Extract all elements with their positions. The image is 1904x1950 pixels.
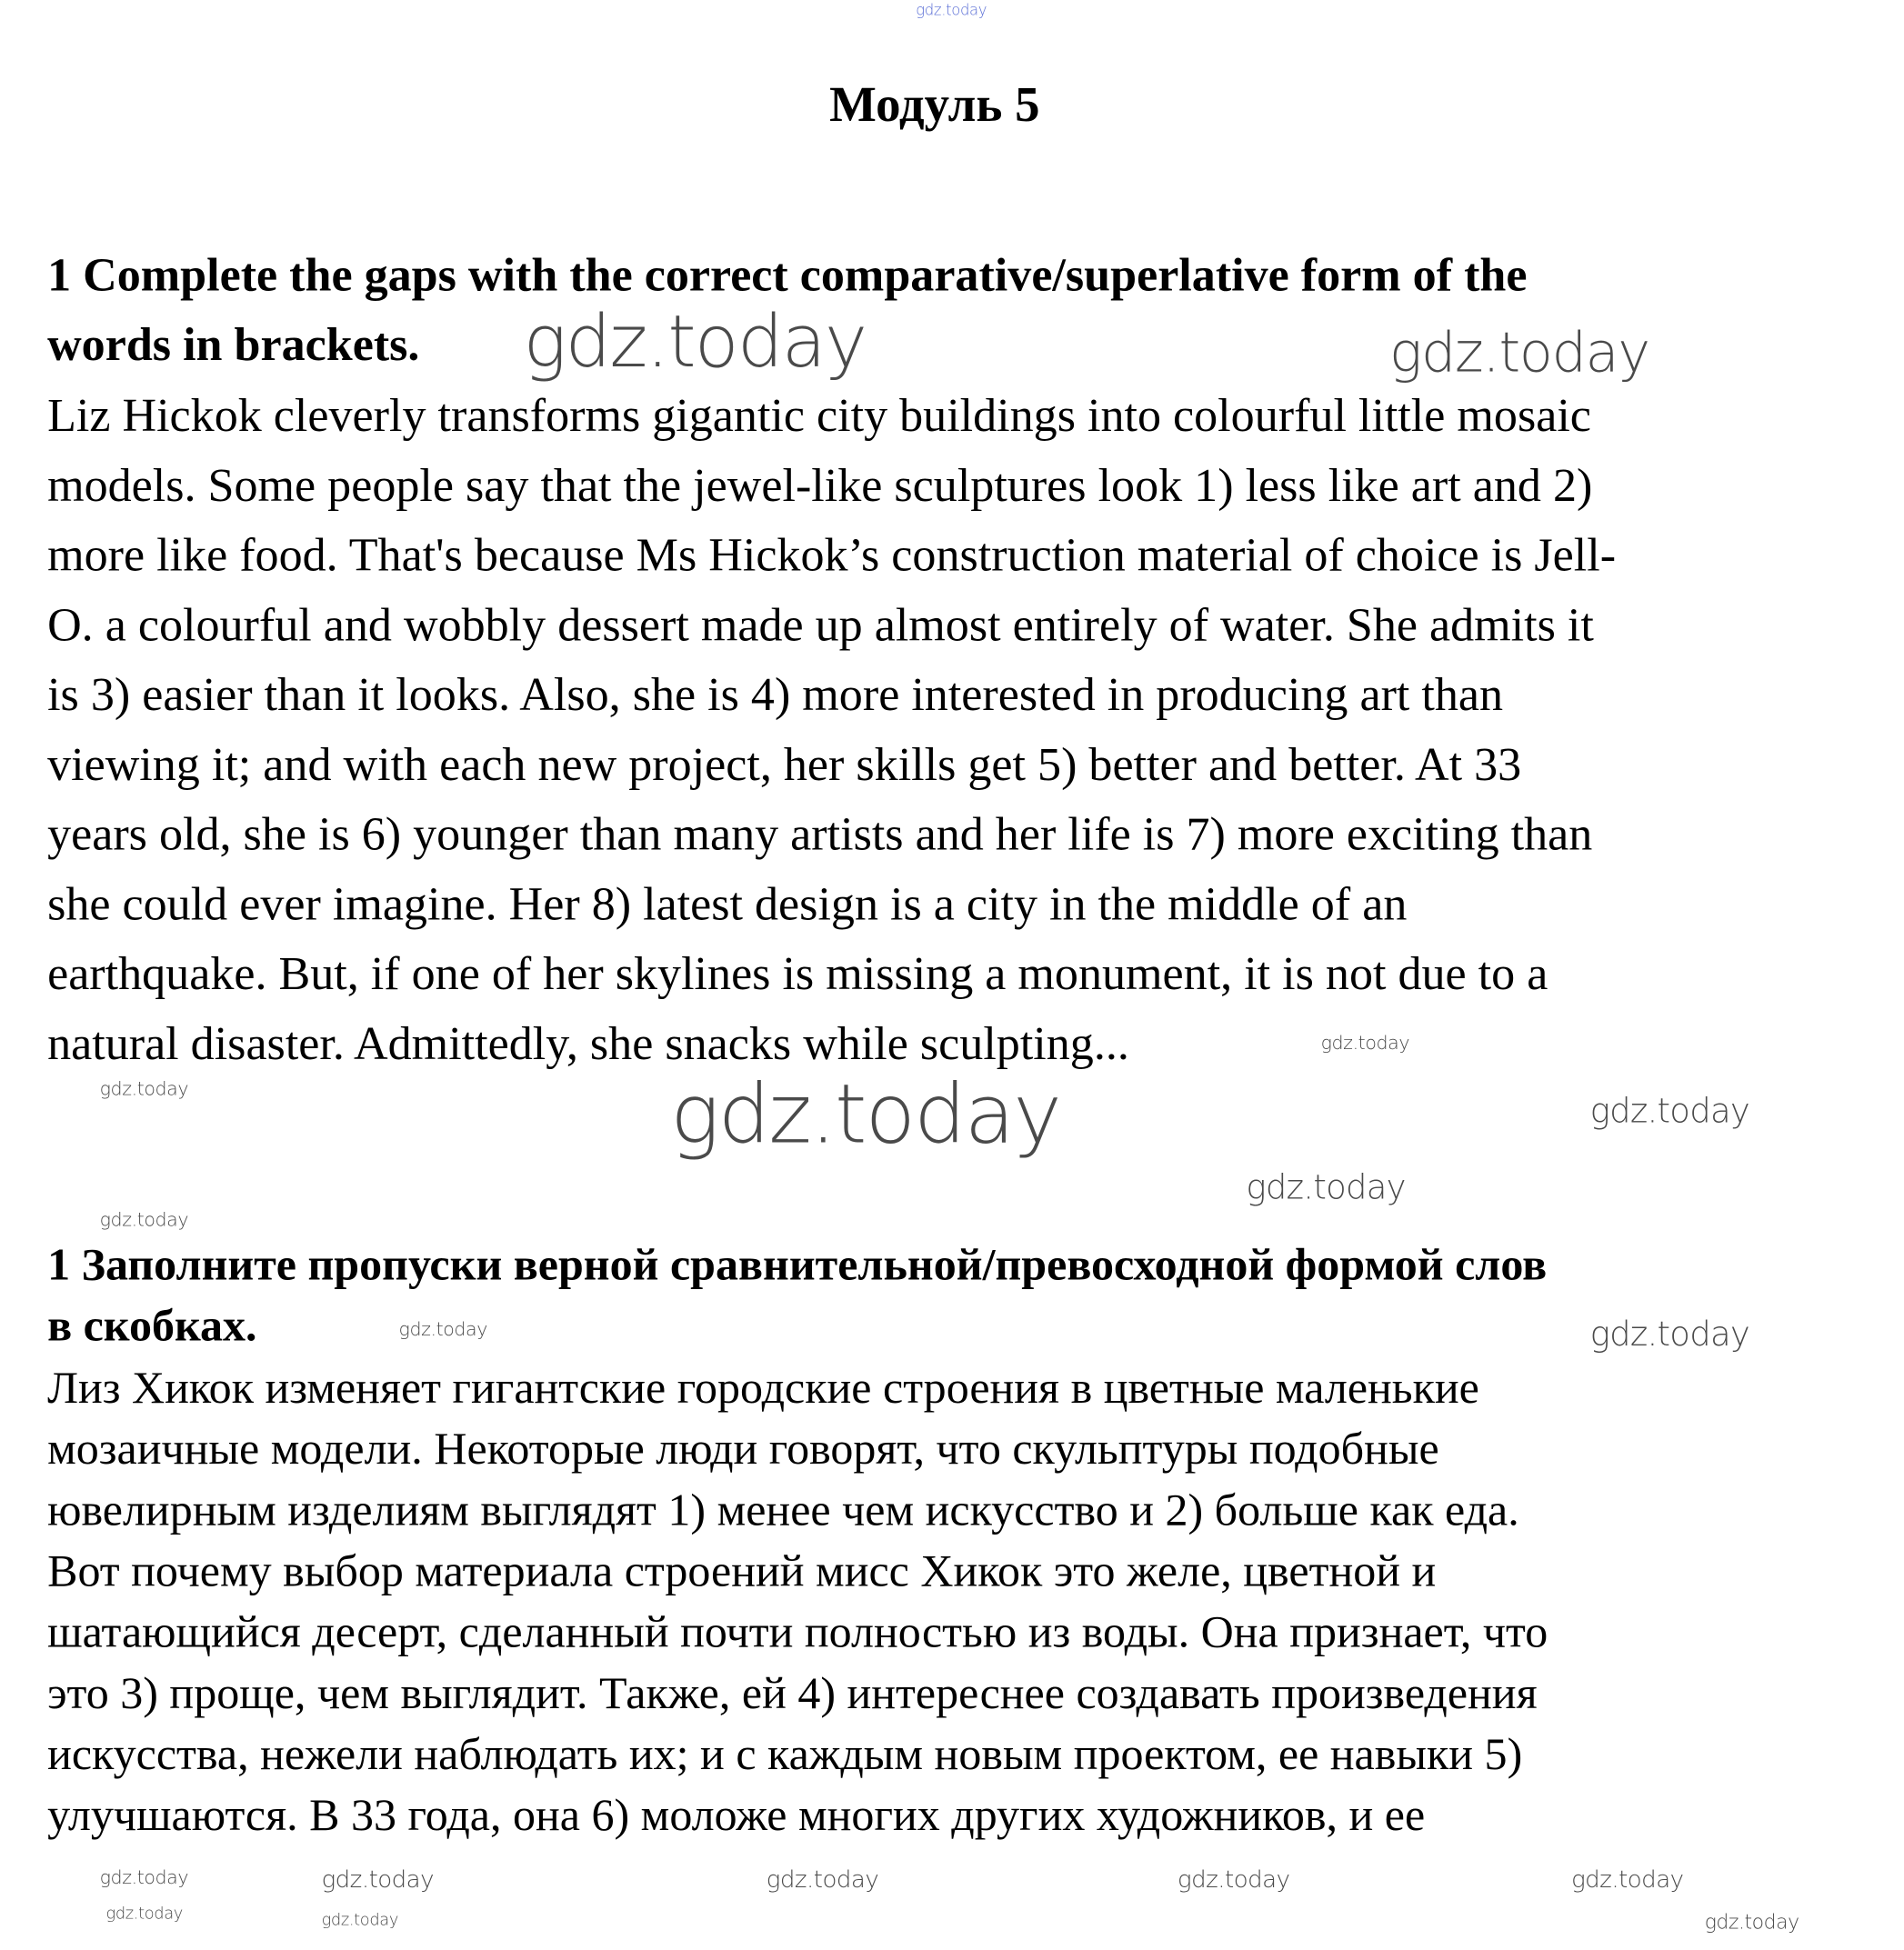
text-line: это 3) проще, чем выглядит. Также, ей 4) интереснее создавать произведения [47, 1666, 1538, 1718]
watermark: gdz.today [99, 1865, 189, 1889]
watermark: gdz.today [670, 1066, 1061, 1163]
watermark: gdz.today [1571, 1865, 1684, 1895]
text-line: is 3) easier than it looks. Also, she is 4) more interested in producing art than [47, 668, 1504, 722]
watermark: gdz.today [1704, 1909, 1799, 1934]
watermark: gdz.today [99, 1077, 189, 1101]
watermark: gdz.today [1177, 1865, 1290, 1895]
text-line: natural disaster. Admittedly, she snacks while sculpting... [47, 1017, 1129, 1071]
watermark: gdz.today [523, 298, 867, 385]
exercise-heading: 1 Complete the gaps with the correct comparative/superlative form of the [47, 249, 1528, 302]
watermark: gdz.today [105, 1905, 183, 1924]
text-line: years old, she is 6) younger than many artists and her life is 7) more exciting than [47, 808, 1593, 861]
watermark: gdz.today [916, 1, 987, 19]
watermark: gdz.today [398, 1317, 487, 1341]
watermark: gdz.today [1246, 1168, 1406, 1207]
exercise-heading: words in brackets. [47, 318, 420, 372]
text-line: more like food. That's because Ms Hickok’s construction material of choice is Jell- [47, 529, 1617, 582]
text-line: earthquake. But, if one of her skylines is missing a monument, it is not due to a [47, 947, 1548, 1001]
exercise-heading: 1 Заполните пропуски верной сравнительной/превосходной формой слов [47, 1238, 1548, 1290]
text-line: O. a colourful and wobbly dessert made up almost entirely of water. She admits it [47, 599, 1594, 652]
text-line: мозаичные модели. Некоторые люди говорят, что скульптуры подобные [47, 1422, 1439, 1475]
text-line: ювелирным изделиям выглядят 1) менее чем искусство и 2) больше как еда. [47, 1484, 1519, 1535]
text-line: искусства, нежели наблюдать их; и с каждым новым проектом, ее навыки 5) [47, 1727, 1523, 1779]
watermark: gdz.today [1589, 1092, 1750, 1132]
watermark: gdz.today [1589, 1315, 1750, 1355]
watermark: gdz.today [321, 1865, 435, 1895]
text-line: she could ever imagine. Her 8) latest design is a city in the middle of an [47, 878, 1408, 931]
text-line: улучшаются. В 33 года, она 6) моложе многих других художников, и ее [47, 1788, 1426, 1841]
watermark: gdz.today [1388, 321, 1649, 385]
watermark: gdz.today [766, 1865, 879, 1895]
text-line: Liz Hickok cleverly transforms gigantic city buildings into colourful little mosaic [47, 389, 1591, 443]
page-title: Модуль 5 [829, 75, 1040, 133]
text-line: Вот почему выбор материала строений мисс Хикок это желе, цветной и [47, 1545, 1437, 1596]
exercise-heading: в скобках. [47, 1299, 257, 1351]
watermark: gdz.today [99, 1208, 189, 1231]
watermark: gdz.today [321, 1911, 399, 1930]
text-line: шатающийся десерт, сделанный почти полностью из воды. Она признает, что [47, 1605, 1548, 1657]
text-line: viewing it; and with each new project, her skills get 5) better and better. At 33 [47, 738, 1522, 792]
text-line: models. Some people say that the jewel-like sculptures look 1) less like art and 2) [47, 459, 1593, 513]
text-line: Лиз Хикок изменяет гигантские городские строения в цветные маленькие [47, 1361, 1479, 1414]
watermark: gdz.today [1320, 1031, 1410, 1055]
